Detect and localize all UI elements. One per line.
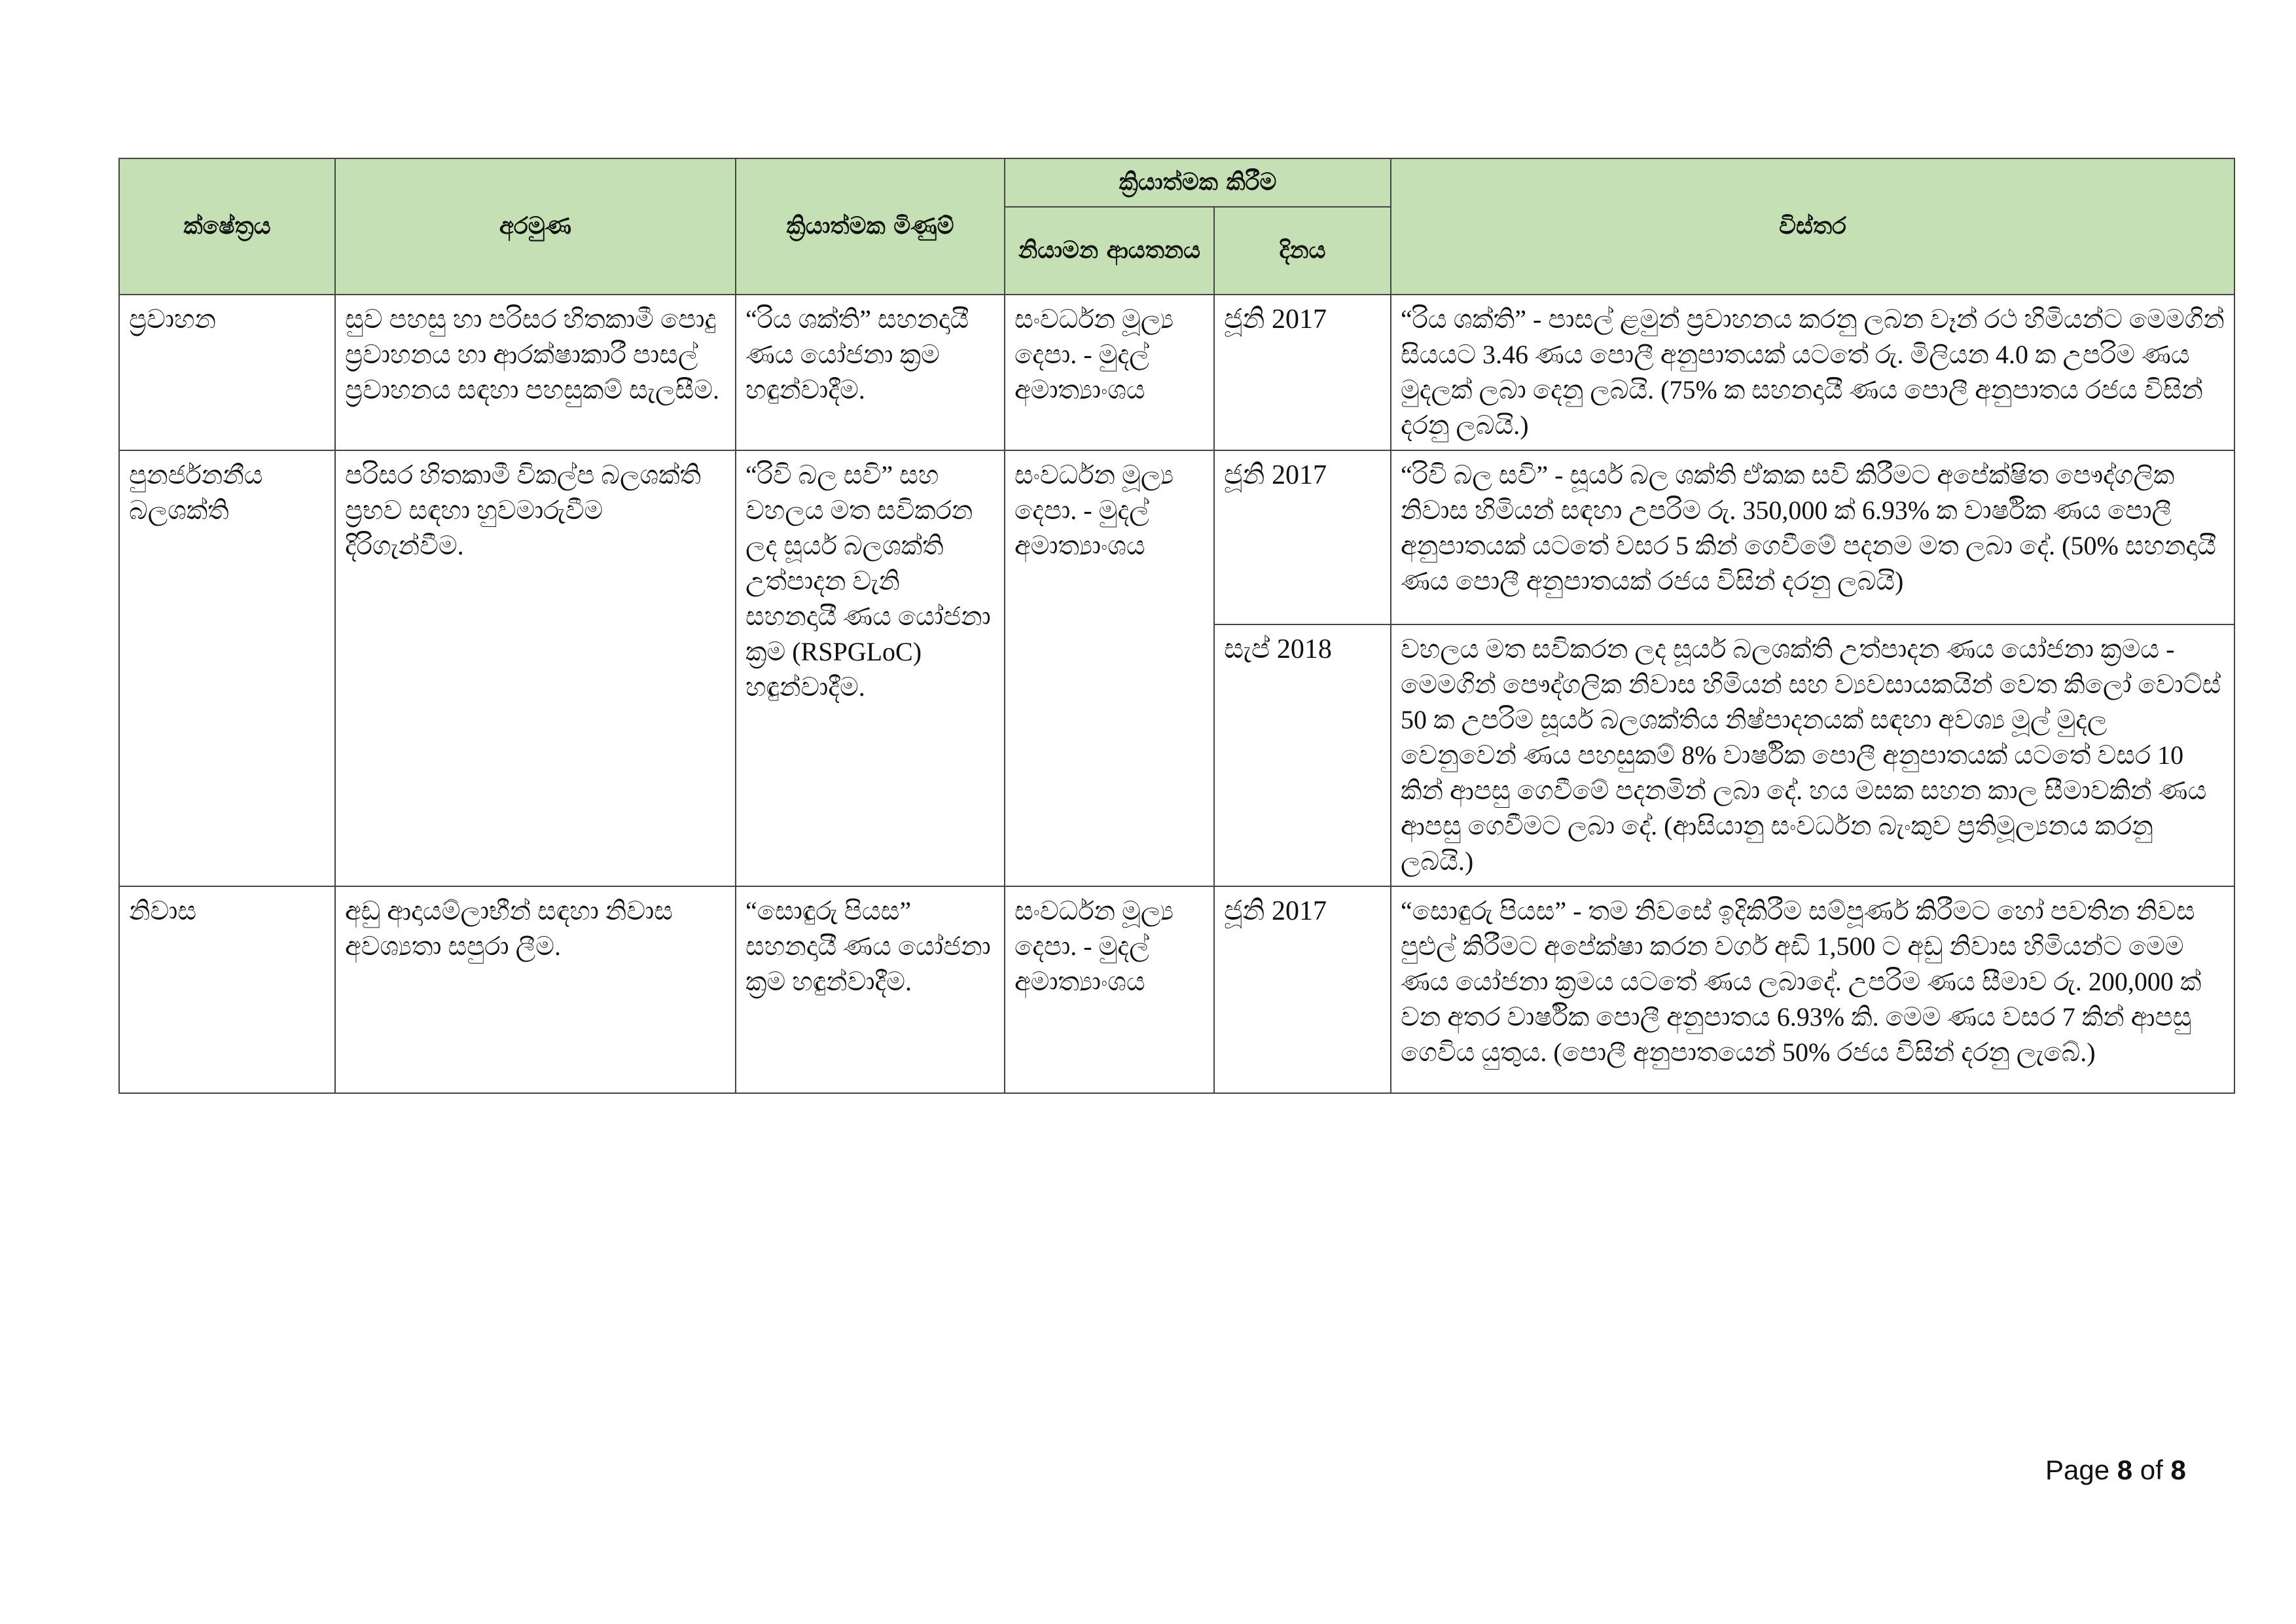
cell-measure: “රිය ශක්ති” සහනදායී ණය යෝජනා ක්‍රම හඳුන්වාදීම. [736,295,1005,450]
page-current: 8 [2117,1454,2133,1485]
table-row [119,295,2234,450]
header-measure: ක්‍රියාත්මක මිණුම් [736,158,1005,295]
cell-sector: නිවාස [119,886,335,1093]
cell-date: ජූනි 2017 [1214,450,1391,624]
cell-details: “සොඳුරු පියස” - තම නිවසේ ඉදිකිරීම සම්පූර්ණ කිරීමට හෝ පවතින නිවස පුළුල් කිරීමට අපේක්ෂා කරන වර්ග අඩි 1,500 ට අඩු නිවාස හිමියන්ට මෙම ණය යෝජනා ක්‍රමය යටතේ ණය ලබාදේ. උපරිම ණය සීමාව රු. 200,000 ක් වන අතර වාර්ෂික පොලී අනුපාතය 6.93% කි. මෙම ණය වසර 7 කින් ආපසු ගෙවිය යුතුය. (පොලී අනුපාතයෙන් 50% රජය විසින් දරනු ලැබේ.) [1391,886,2234,1093]
cell-measure: “සොඳුරු පියස” සහනදායී ණය යෝජනා ක්‍රම හඳුන්වාදීම. [736,886,1005,1093]
cell-objective: අඩු ආදායම්ලාභීන් සඳහා නිවාස අවශ්‍යතා සපුරා ලීම. [335,886,736,1093]
page-of: of [2140,1454,2163,1485]
cell-date: සැප් 2018 [1214,624,1391,886]
header-date: දිනය [1214,207,1391,295]
header-institution: නියාමන ආයතනය [1005,207,1214,295]
table-row [119,450,2234,624]
cell-details: වහලය මත සවිකරන ලද සූර්ය බලශක්ති උත්පාදන ණය යෝජනා ක්‍රමය - මෙමගින් පෞද්ගලික නිවාස හිමියන් සහ ව්‍යවසායකයින් වෙත කිලෝ වොට්ස් 50 ක උපරිම සූර්ය බලශක්තිය නිෂ්පාදනයක් සඳහා අවශ්‍ය මූල් මුදල වෙනුවෙන් ණය පහසුකම් 8% වාර්ෂික පොලී අනුපාතයක් යටතේ වසර 10 කින් ආපසු ගෙවීමේ පදනමින් ලබා දේ. හය මසක සහන කාල සීමාවකින් ණය ආපසු ගෙවීමට ලබා දේ. (ආසියානු සංවර්ධන බැංකුව ප්‍රතිමූල්‍යනය කරනු ලබයි.) [1391,624,2234,886]
page-word: Page [2045,1454,2110,1485]
cell-institution: සංවර්ධන මූල්‍ය දෙපා. - මුදල් අමාත්‍යාංශය [1005,450,1214,886]
header-objective: අරමුණ [335,158,736,295]
cell-details: “රිවි බල සවි” - සූර්ය බල ශක්ති ඒකක සවි කිරීමට අපේක්ෂිත පෞද්ගලික නිවාස හිමියන් සඳහා උපරිම රු. 350,000 ක් 6.93% ක වාර්ෂික ණය පොලී අනුපාතයක් යටතේ වසර 5 කින් ගෙවීමේ පදනම මත ලබා දේ. (50% සහනදායී ණය පොලී අනුපාතයක් රජය විසින් දරනු ලබයි) [1391,450,2234,624]
cell-date: ජූනි 2017 [1214,886,1391,1093]
cell-objective: පරිසර හිතකාමී විකල්ප බලශක්ති ප්‍රභව සඳහා හුවමාරුවීම දිරිගැන්වීම. [335,450,736,886]
cell-institution: සංවර්ධන මූල්‍ය දෙපා. - මුදල් අමාත්‍යාංශය [1005,295,1214,450]
header-details: විස්තර [1391,158,2234,295]
header-implementation: ක්‍රියාත්මක කිරීම [1005,158,1391,207]
cell-sector: පුනර්ජනනීය බලශක්ති [119,450,335,886]
cell-measure: “රිවි බල සවි” සහ වහලය මත සවිකරන ලද සූර්ය බලශක්ති උත්පාදන වැනි සහනදායී ණය යෝජනා ක්‍රම (RSPGLoC) හඳුන්වාදීම. [736,450,1005,886]
page-number [2045,1454,2186,1486]
table-row [119,886,2234,1093]
cell-objective: සුව පහසු හා පරිසර හිතකාමී පොදු ප්‍රවාහනය හා ආරක්ෂාකාරී පාසල් ප්‍රවාහනය සඳහා පහසුකම් සැලසීම. [335,295,736,450]
cell-date: ජූනි 2017 [1214,295,1391,450]
page-total: 8 [2170,1454,2186,1485]
measures-table [118,158,2235,1094]
header-sector: ක්ෂේත්‍රය [119,158,335,295]
cell-sector: ප්‍රවාහන [119,295,335,450]
cell-details: “රිය ශක්ති” - පාසල් ළමුන් ප්‍රවාහනය කරනු ලබන වෑන් රථ හිමියන්ට මෙමගින් සියයට 3.46 ණය පොලී අනුපාතයක් යටතේ රු. මිලියන 4.0 ක උපරිම ණය මුදලක් ලබා දෙනු ලබයි. (75% ක සහනදායී ණය පොලී අනුපාතය රජය විසින් දරනු ලබයි.) [1391,295,2234,450]
cell-institution: සංවර්ධන මූල්‍ය දෙපා. - මුදල් අමාත්‍යාංශය [1005,886,1214,1093]
